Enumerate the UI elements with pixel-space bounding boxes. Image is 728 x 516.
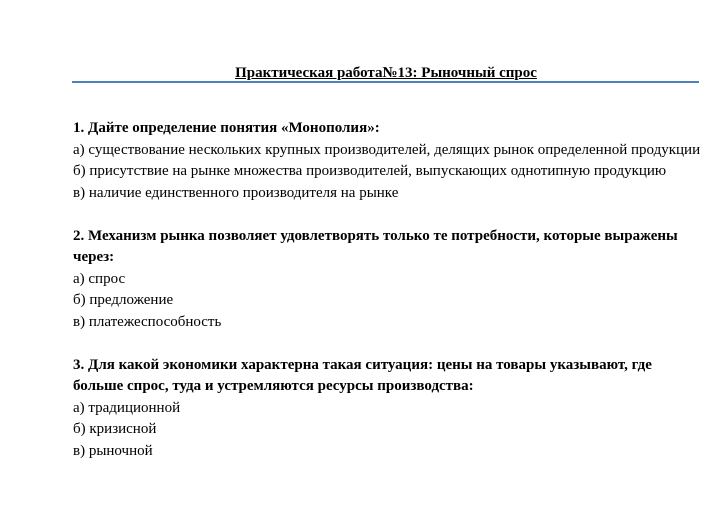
answer-option-c: в) рыночной — [73, 442, 153, 459]
question-2 — [73, 226, 703, 334]
answer-option-b: б) кризисной — [73, 421, 157, 437]
title-divider — [72, 81, 699, 83]
answer-option-a: а) существование нескольких крупных производителей, делящих рынок определенной продукции — [73, 141, 701, 158]
answer-option-a: а) традиционной — [73, 399, 181, 416]
answer-option-a: а) спрос — [73, 270, 126, 287]
answer-option-b: б) предложение — [73, 292, 174, 308]
page-title: Практическая работа№13: Рыночный спрос — [235, 65, 537, 81]
question-text: 2. Механизм рынка позволяет удовлетворять только те потребности, которые выражены через: — [73, 227, 678, 265]
question-text: 1. Дайте определение понятия «Монополия»: — [73, 120, 380, 136]
question-text: 3. Для какой экономики характерна такая ситуация: цены на товары указывают, где больше спрос, туда и устремляются ресурсы производства: — [73, 356, 652, 394]
questions-list — [73, 118, 703, 484]
answer-option-b: б) присутствие на рынке множества производителей, выпускающих однотипную продукцию — [73, 163, 667, 179]
answer-option-c: в) наличие единственного производителя на рынке — [73, 184, 399, 201]
answer-option-c: в) платежеспособность — [73, 313, 222, 330]
question-3 — [73, 355, 703, 463]
question-1 — [73, 118, 703, 204]
